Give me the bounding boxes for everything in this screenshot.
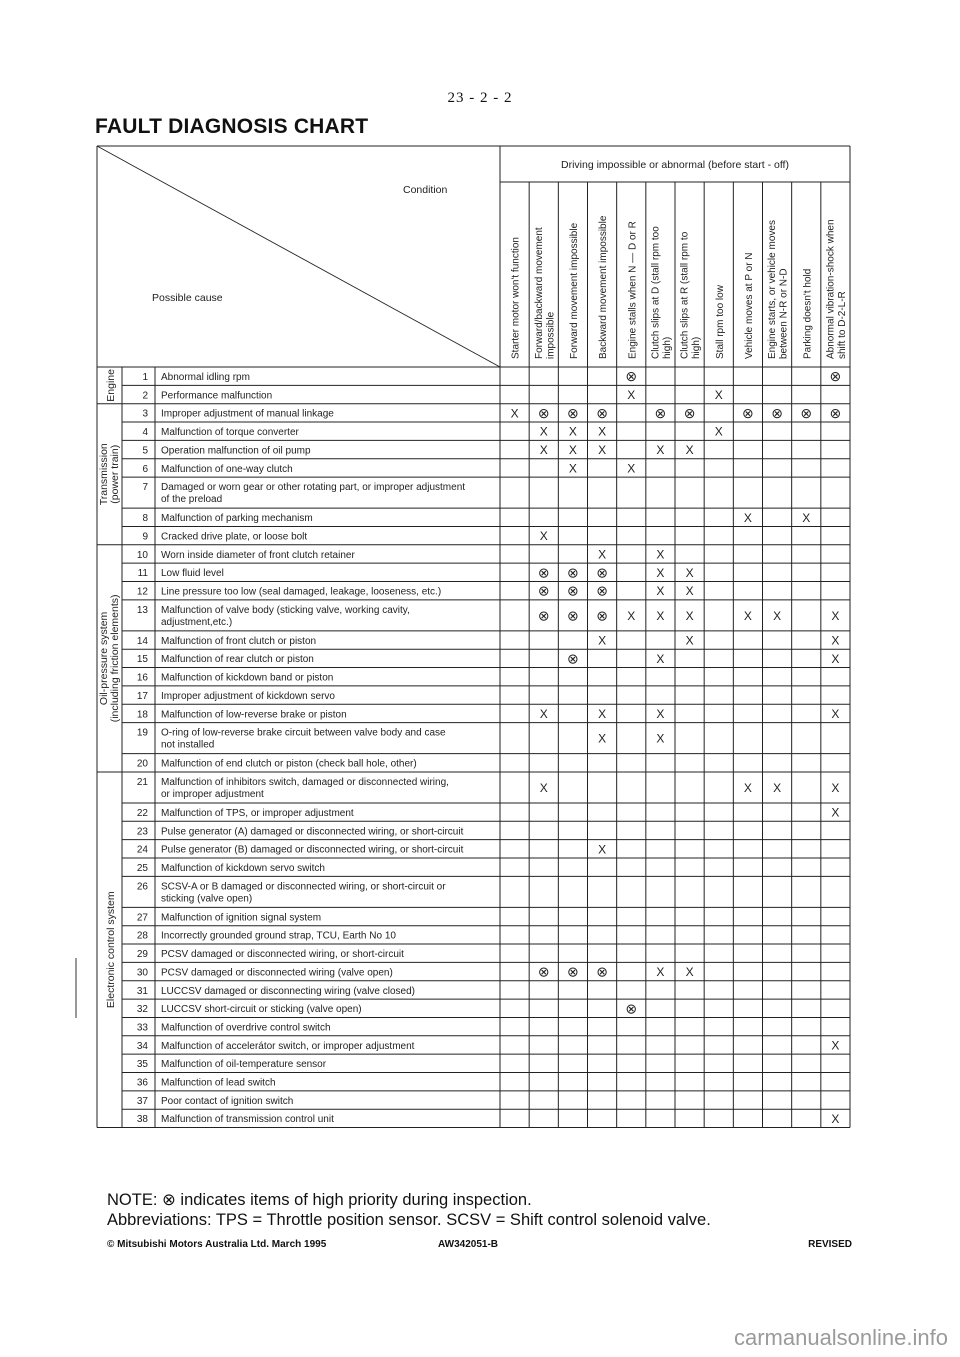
mark-x: X <box>831 805 840 820</box>
row-cause: Malfunction of overdrive control switch <box>161 1022 331 1034</box>
mark-x: X <box>714 424 723 439</box>
row-cause: Improper adjustment of kickdown servo <box>161 690 335 702</box>
mark-priority: ⊗ <box>567 650 579 667</box>
mark-priority: ⊗ <box>567 404 579 421</box>
column-header <box>650 226 673 359</box>
mark-x: X <box>656 651 665 666</box>
mark-priority: ⊗ <box>800 404 813 421</box>
row-number: 22 <box>136 807 148 819</box>
row-number: 29 <box>136 949 148 961</box>
row-number: 34 <box>136 1040 148 1052</box>
mark-x: X <box>627 461 636 476</box>
mark-priority: ⊗ <box>742 404 754 421</box>
mark-x: X <box>598 424 607 439</box>
row-number: 10 <box>136 549 148 561</box>
watermark: carmanualsonline.info <box>733 1325 948 1350</box>
table-row <box>137 605 840 628</box>
table-row <box>137 1038 840 1052</box>
row-number: 19 <box>136 727 148 739</box>
row-number: 38 <box>136 1114 148 1126</box>
column-header <box>598 215 609 359</box>
table-row <box>137 863 325 874</box>
table-row <box>142 482 465 505</box>
row-cause: Malfunction of rear clutch or piston <box>161 654 314 666</box>
mark-x: X <box>831 608 840 623</box>
column-header-text: shift to D-2-L-R <box>836 291 848 359</box>
row-cause: Malfunction of ignition signal system <box>161 912 322 924</box>
row-number: 27 <box>136 912 148 924</box>
group-label-text: (including friction elements) <box>109 594 121 723</box>
group-label <box>98 443 121 505</box>
row-cause: or improper adjustment <box>161 788 264 800</box>
mark-x: X <box>743 608 752 623</box>
mark-x: X <box>714 388 723 403</box>
row-number: 3 <box>142 408 148 420</box>
mark-x: X <box>685 584 694 599</box>
row-cause: Damaged or worn gear or other rotating part, or improper adjustment <box>161 482 466 494</box>
mark-x: X <box>685 633 694 648</box>
table-row <box>137 1096 293 1107</box>
mark-priority: ⊗ <box>654 404 667 421</box>
mark-x: X <box>510 406 519 421</box>
mark-priority: ⊗ <box>596 963 608 980</box>
column-header-text: Starter motor won't function <box>510 237 522 359</box>
page-number: 23 - 2 - 2 <box>447 90 513 106</box>
note-abbreviations: Abbreviations: TPS = Throttle position sensor. SCSV = Shift control solenoid valve. <box>107 1211 711 1229</box>
row-cause: Worn inside diameter of front clutch retainer <box>161 549 355 561</box>
row-number: 8 <box>142 513 148 525</box>
group-label-text: (power train) <box>109 444 121 504</box>
table-row <box>137 1112 840 1126</box>
row-cause: not installed <box>161 739 215 751</box>
footer-code: AW342051-B <box>438 1239 499 1250</box>
mark-x: X <box>539 529 548 544</box>
row-cause: Improper adjustment of manual linkage <box>161 408 334 420</box>
row-cause: Malfunction of valve body (sticking valve, working cavity, <box>161 604 410 616</box>
group-label-text: Transmission <box>98 443 110 506</box>
mark-x: X <box>598 443 607 458</box>
mark-x: X <box>568 461 577 476</box>
row-number: 32 <box>136 1004 148 1016</box>
row-cause: O-ring of low-reverse brake circuit between valve body and case <box>161 727 446 739</box>
group-label <box>105 369 117 402</box>
row-cause: Malfunction of kickdown servo switch <box>161 863 325 874</box>
table-row <box>137 842 606 856</box>
row-number: 25 <box>136 863 148 874</box>
row-number: 7 <box>142 482 148 494</box>
table-row <box>137 691 336 702</box>
row-number: 35 <box>136 1059 148 1071</box>
mark-x: X <box>568 443 577 458</box>
group-label <box>105 891 117 1008</box>
row-number: 37 <box>136 1095 148 1107</box>
mark-priority: ⊗ <box>567 564 579 581</box>
row-number: 33 <box>136 1022 148 1034</box>
mark-x: X <box>831 633 840 648</box>
cause-axis-label: Possible cause <box>152 292 223 304</box>
row-number: 28 <box>136 930 148 942</box>
group-label-text: Electronic control system <box>105 891 117 1009</box>
table-row <box>142 529 547 543</box>
row-cause: Malfunction of accelerátor switch, or improper adjustment <box>161 1040 415 1052</box>
header-diagonal <box>97 146 500 367</box>
table-row <box>137 1059 327 1070</box>
column-header-text: between N-R or N-D <box>778 268 790 359</box>
table-row <box>137 912 321 923</box>
mark-x: X <box>743 780 752 795</box>
table-row <box>137 673 333 684</box>
table-row <box>137 777 840 800</box>
row-number: 36 <box>136 1077 148 1089</box>
mark-priority: ⊗ <box>829 368 842 385</box>
group-label-text: Engine <box>105 368 117 402</box>
mark-priority: ⊗ <box>596 582 608 599</box>
row-cause: LUCCSV damaged or disconnecting wiring (valve closed) <box>161 985 416 997</box>
mark-x: X <box>656 731 665 746</box>
mark-x: X <box>627 608 636 623</box>
mark-x: X <box>685 965 694 980</box>
mark-priority: ⊗ <box>683 404 696 421</box>
mark-priority: ⊗ <box>537 582 550 599</box>
mark-x: X <box>831 651 840 666</box>
mark-x: X <box>656 565 665 580</box>
mark-x: X <box>831 780 840 795</box>
table-row <box>142 405 841 421</box>
row-cause: Malfunction of torque converter <box>161 427 299 439</box>
row-cause: Malfunction of parking mechanism <box>161 513 313 525</box>
mark-x: X <box>685 443 694 458</box>
mark-priority: ⊗ <box>537 404 550 421</box>
table-row <box>137 964 694 980</box>
mark-priority: ⊗ <box>537 564 550 581</box>
column-header <box>715 284 726 359</box>
mark-x: X <box>656 706 665 721</box>
row-cause: of the preload <box>161 494 223 506</box>
row-cause: SCSV-A or B damaged or disconnected wiring, or short-circuit or <box>161 881 446 893</box>
row-number: 21 <box>136 776 148 788</box>
mark-priority: ⊗ <box>625 368 638 385</box>
mark-x: X <box>539 424 548 439</box>
column-header-text: high) <box>661 336 673 359</box>
row-number: 23 <box>136 826 148 838</box>
mark-x: X <box>656 443 665 458</box>
table-row <box>137 707 840 721</box>
row-number: 12 <box>136 586 148 598</box>
row-cause: Malfunction of end clutch or piston (check ball hole, other) <box>161 758 417 770</box>
table-row <box>137 931 397 942</box>
column-header-text: Vehicle moves at P or N <box>743 252 755 359</box>
footer-status: REVISED <box>808 1239 852 1250</box>
mark-priority: ⊗ <box>771 404 783 421</box>
row-cause: Malfunction of low-reverse brake or piston <box>161 709 347 721</box>
row-number: 26 <box>136 881 148 893</box>
row-cause: PCSV damaged or disconnected wiring (valve open) <box>161 967 393 979</box>
mark-priority: ⊗ <box>596 404 608 421</box>
row-number: 20 <box>136 758 148 770</box>
mark-x: X <box>831 1038 840 1053</box>
mark-priority: ⊗ <box>537 963 550 980</box>
column-header <box>569 222 580 359</box>
mark-x: X <box>831 1111 840 1126</box>
row-number: 2 <box>142 390 148 402</box>
footer-copyright: © Mitsubishi Motors Australia Ltd. March 1995 <box>107 1239 327 1250</box>
mark-x: X <box>773 780 782 795</box>
table-row <box>142 511 810 525</box>
row-cause: Line pressure too low (seal damaged, leakage, looseness, etc.) <box>161 586 442 598</box>
table-row <box>137 949 404 960</box>
mark-x: X <box>539 780 548 795</box>
row-cause: LUCCSV short-circuit or sticking (valve open) <box>161 1004 362 1016</box>
row-cause: Cracked drive plate, or loose bolt <box>161 531 308 543</box>
column-header-text: Clutch slips at R (stall rpm to <box>679 231 691 359</box>
mark-x: X <box>685 565 694 580</box>
mark-x: X <box>656 608 665 623</box>
column-header-text: Engine stalls when N — D or R <box>627 221 639 359</box>
row-cause: Malfunction of TPS, or improper adjustment <box>161 807 354 819</box>
mark-x: X <box>656 584 665 599</box>
table-row <box>137 826 464 837</box>
mark-x: X <box>685 608 694 623</box>
row-cause: Malfunction of lead switch <box>161 1077 276 1089</box>
row-cause: Pulse generator (B) damaged or disconnected wiring, or short-circuit <box>161 844 464 856</box>
row-cause: Abnormal idling rpm <box>161 372 250 383</box>
row-number: 18 <box>136 709 148 721</box>
mark-x: X <box>598 547 607 562</box>
mark-x: X <box>627 388 636 403</box>
row-number: 1 <box>142 372 148 383</box>
table-row <box>137 634 840 648</box>
mark-x: X <box>656 547 665 562</box>
mark-x: X <box>773 608 782 623</box>
table-row <box>142 443 693 457</box>
mark-x: X <box>802 510 811 525</box>
mark-priority: ⊗ <box>567 963 579 980</box>
column-header-text: Clutch slips at D (stall rpm too <box>650 226 662 359</box>
table-row <box>137 728 665 751</box>
table-row <box>137 806 840 820</box>
mark-x: X <box>539 443 548 458</box>
column-header <box>511 237 522 359</box>
mark-x: X <box>598 731 607 746</box>
mark-x: X <box>568 424 577 439</box>
table-row <box>142 461 635 475</box>
table-row <box>137 881 446 904</box>
column-header-text: impossible <box>545 311 557 359</box>
column-header-text: Parking doesn't hold <box>802 268 814 359</box>
row-number: 4 <box>142 427 148 439</box>
row-cause: Malfunction of one-way clutch <box>161 463 293 475</box>
table-row <box>137 759 417 770</box>
row-cause: Malfunction of transmission control unit <box>161 1114 334 1126</box>
table-row <box>142 388 722 402</box>
mark-priority: ⊗ <box>537 607 550 624</box>
group-label-text: Oil-pressure system <box>98 611 110 706</box>
mark-priority: ⊗ <box>625 1000 638 1017</box>
mark-x: X <box>743 510 752 525</box>
column-header <box>767 220 790 359</box>
mark-x: X <box>598 633 607 648</box>
column-header-text: Abnormal vibration-shock when <box>825 219 837 359</box>
table-row <box>137 1000 637 1016</box>
row-number: 9 <box>142 531 148 543</box>
row-number: 13 <box>136 604 148 616</box>
column-header-text: Engine starts, or vehicle moves <box>767 220 779 359</box>
table-row <box>138 564 694 580</box>
row-cause: adjustment,etc.) <box>161 616 233 628</box>
table-row <box>137 547 665 561</box>
column-header-text: Stall rpm too low <box>714 285 726 359</box>
row-cause: Low fluid level <box>161 568 224 580</box>
column-header <box>825 219 848 359</box>
row-cause: Malfunction of kickdown band or piston <box>161 672 334 684</box>
row-cause: Poor contact of ignition switch <box>161 1095 294 1107</box>
row-number: 24 <box>136 844 148 856</box>
row-cause: PCSV damaged or disconnected wiring, or short-circuit <box>161 949 404 961</box>
row-cause: Pulse generator (A) damaged or disconnected wiring, or short-circuit <box>161 826 464 838</box>
table-row <box>142 368 841 384</box>
row-number: 17 <box>136 690 148 702</box>
mark-x: X <box>656 965 665 980</box>
table-row <box>137 986 415 997</box>
row-cause: sticking (valve open) <box>161 893 253 905</box>
row-cause: Operation malfunction of oil pump <box>161 445 311 457</box>
table-row <box>137 1078 276 1089</box>
row-number: 11 <box>137 568 148 580</box>
mark-priority: ⊗ <box>596 607 608 624</box>
row-number: 5 <box>142 445 148 457</box>
row-cause: Malfunction of front clutch or piston <box>161 635 317 647</box>
row-number: 30 <box>136 967 148 979</box>
column-header-text: Backward movement impossible <box>598 215 610 359</box>
mark-x: X <box>831 706 840 721</box>
column-header-text: Forward/backward movement <box>533 227 545 359</box>
table-row <box>137 1022 331 1033</box>
mark-priority: ⊗ <box>829 404 842 421</box>
row-number: 6 <box>142 463 148 475</box>
row-number: 15 <box>136 654 148 666</box>
table-row <box>142 425 722 439</box>
mark-x: X <box>598 706 607 721</box>
column-header <box>744 252 755 359</box>
column-header-text: high) <box>691 336 703 359</box>
row-cause: Malfunction of oil-temperature sensor <box>161 1059 327 1071</box>
condition-axis-label: Condition <box>403 184 448 196</box>
column-header-text: Forward movement impossible <box>568 222 580 359</box>
table-row <box>137 650 840 666</box>
condition-group-label: Driving impossible or abnormal (before start - off) <box>561 159 789 171</box>
table-row <box>137 583 694 599</box>
row-cause: Incorrectly grounded ground strap, TCU, Earth No 10 <box>161 930 396 942</box>
column-header <box>627 221 638 359</box>
row-cause: Malfunction of inhibitors switch, damaged or disconnected wiring, <box>161 776 449 788</box>
column-header <box>680 231 703 359</box>
row-number: 31 <box>136 985 148 997</box>
note-priority: NOTE: ⊗ indicates items of high priority during inspection. <box>107 1191 532 1209</box>
mark-priority: ⊗ <box>567 607 579 624</box>
row-cause: Performance malfunction <box>161 390 273 402</box>
mark-x: X <box>598 842 607 857</box>
binding-mark <box>75 958 77 1018</box>
group-label <box>98 594 121 722</box>
mark-priority: ⊗ <box>567 582 579 599</box>
mark-x: X <box>539 706 548 721</box>
row-number: 14 <box>136 635 148 647</box>
row-number: 16 <box>136 672 148 684</box>
column-header <box>534 227 557 359</box>
table-body <box>98 368 841 1126</box>
column-header <box>802 269 813 359</box>
mark-priority: ⊗ <box>596 564 608 581</box>
page-title: FAULT DIAGNOSIS CHART <box>95 115 369 138</box>
notes <box>107 1190 711 1230</box>
